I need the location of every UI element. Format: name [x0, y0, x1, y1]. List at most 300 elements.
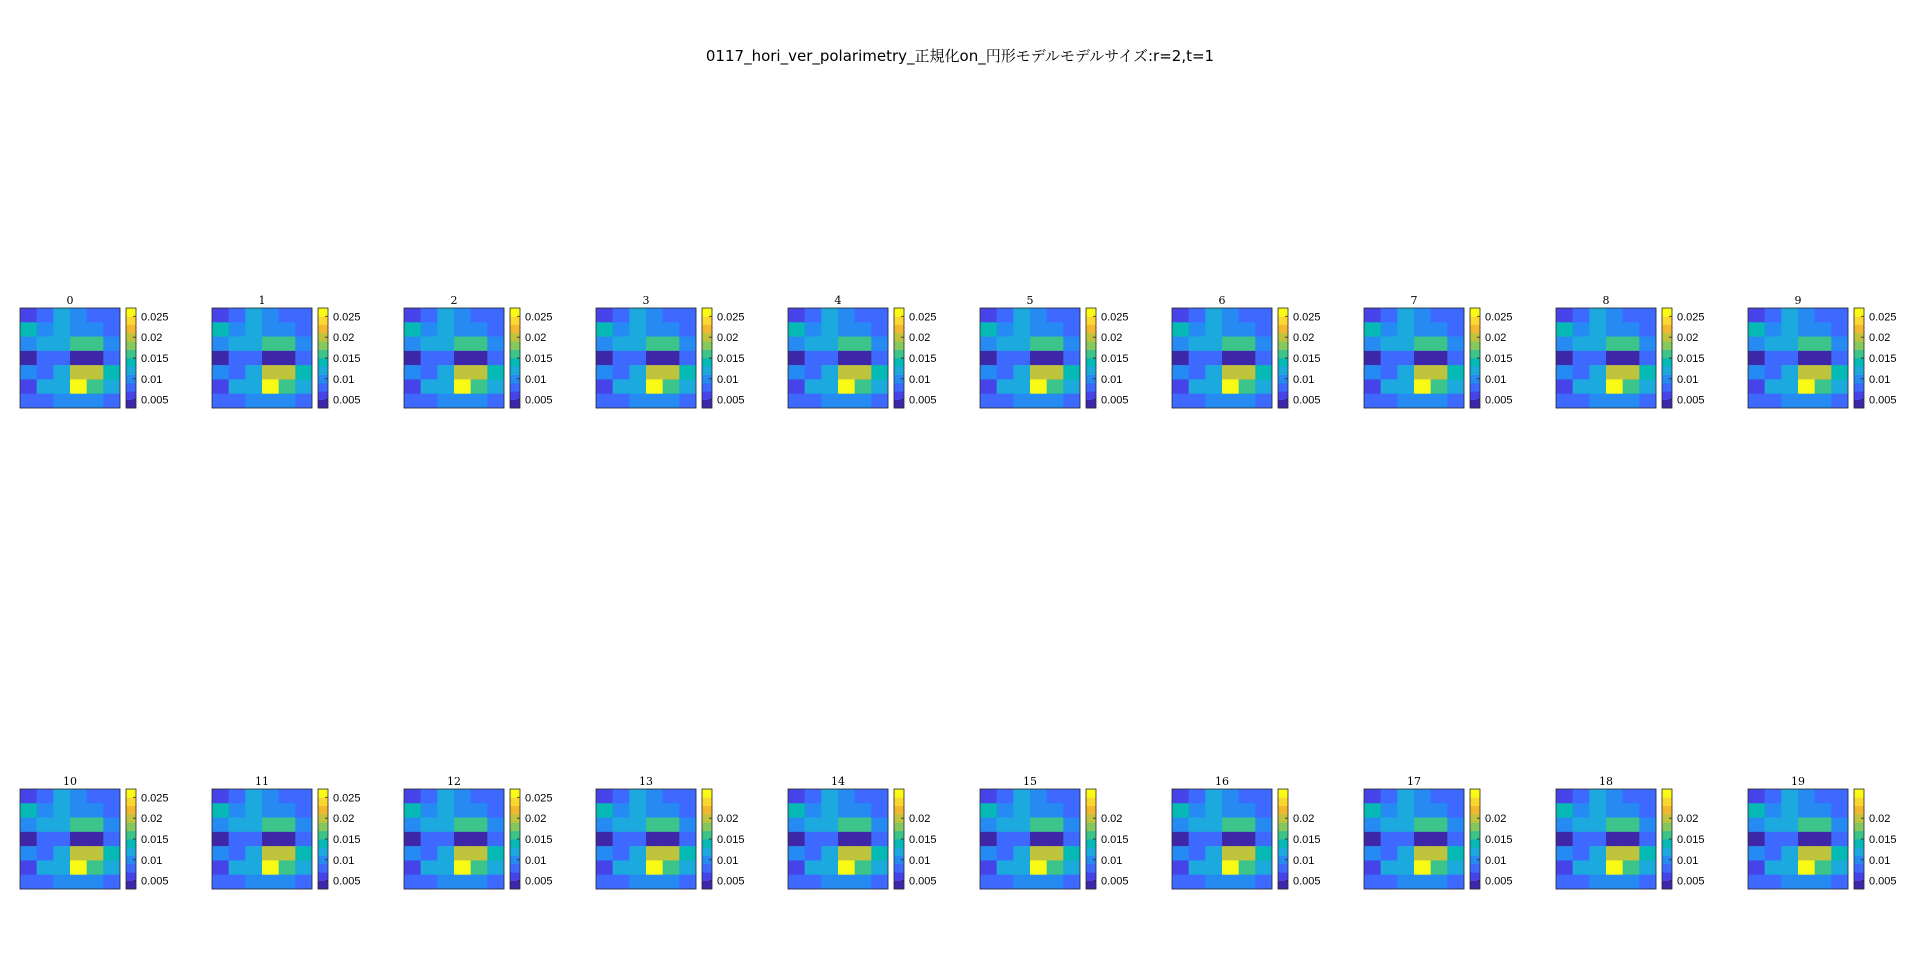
- heatmap-cell: [613, 308, 630, 323]
- heatmap-cell: [279, 337, 296, 352]
- heatmap-cell: [805, 818, 822, 833]
- heatmap-cell: [454, 818, 471, 833]
- colorbar-tick-label: 0.01: [141, 854, 163, 867]
- heatmap-cell: [1639, 818, 1656, 833]
- heatmap-cell: [53, 308, 70, 323]
- colorbar-segment: [702, 872, 712, 881]
- heatmap-cell: [838, 789, 855, 804]
- heatmap-cell: [37, 803, 54, 818]
- heatmap-cell: [646, 322, 663, 337]
- colorbar-segment: [1086, 789, 1096, 798]
- heatmap-cell: [1239, 789, 1256, 804]
- heatmap-cell: [53, 860, 70, 875]
- colorbar-segment: [894, 864, 904, 873]
- heatmap-cell: [1606, 875, 1623, 890]
- heatmap-cell: [1047, 379, 1064, 394]
- heatmap-cell: [1798, 308, 1815, 323]
- heatmap-cell: [788, 308, 805, 323]
- heatmap-cell: [70, 365, 87, 380]
- heatmap-cell: [871, 846, 888, 861]
- heatmap-cell: [1815, 322, 1832, 337]
- colorbar-segment: [1470, 822, 1480, 831]
- heatmap-cell: [1047, 365, 1064, 380]
- heatmap-cell: [596, 846, 613, 861]
- colorbar-segment: [1086, 325, 1096, 334]
- heatmap-cell: [487, 789, 504, 804]
- colorbar-tick-label: 0.02: [717, 813, 739, 826]
- heatmap-cell: [1255, 846, 1272, 861]
- heatmap-cell: [1556, 818, 1573, 833]
- heatmap-cell: [1047, 875, 1064, 890]
- colorbar-segment: [894, 341, 904, 350]
- heatmap-cell: [1573, 351, 1590, 366]
- colorbar-tick-label: 0.025: [1677, 311, 1705, 324]
- colorbar-tick-label: 0.015: [525, 834, 553, 846]
- subplot-title: 15: [1023, 775, 1037, 788]
- heatmap-cell: [1030, 394, 1047, 409]
- heatmap-cell: [980, 337, 997, 352]
- heatmap-cell: [20, 379, 37, 394]
- heatmap-cell: [1397, 394, 1414, 409]
- subplot-title: 8: [1602, 294, 1610, 307]
- heatmap-cell: [1748, 860, 1765, 875]
- colorbar-tick-label: 0.015: [909, 834, 937, 846]
- heatmap-cell: [596, 322, 613, 337]
- colorbar-tick-label: 0.01: [333, 373, 355, 386]
- heatmap-cell: [454, 365, 471, 380]
- heatmap-cell: [487, 846, 504, 861]
- colorbar-segment: [1470, 806, 1480, 815]
- heatmap-cell: [53, 379, 70, 394]
- heatmap-cell: [1573, 875, 1590, 890]
- heatmap-cell: [437, 365, 454, 380]
- colorbar: [894, 308, 964, 408]
- heatmap-cell: [871, 832, 888, 847]
- colorbar-tick-label: 0.02: [141, 332, 163, 345]
- colorbar-segment: [894, 847, 904, 856]
- colorbar-tick-label: 0.015: [141, 834, 169, 846]
- heatmap-cell: [1239, 394, 1256, 409]
- heatmap-cell: [629, 818, 646, 833]
- heatmap-cell: [1172, 832, 1189, 847]
- heatmap-cell: [1815, 308, 1832, 323]
- colorbar-segment: [1086, 316, 1096, 325]
- heatmap-cell: [997, 789, 1014, 804]
- colorbar: [702, 789, 772, 889]
- heatmap-cell: [437, 394, 454, 409]
- heatmap-cell: [1172, 351, 1189, 366]
- colorbar-tick-label: 0.005: [1293, 394, 1321, 407]
- colorbar-tick-label: 0.005: [141, 875, 169, 888]
- colorbar-segment: [318, 806, 328, 815]
- heatmap-cell: [1589, 379, 1606, 394]
- heatmap-cell: [1431, 379, 1448, 394]
- heatmap-cell: [1414, 308, 1431, 323]
- heatmap-cell: [1397, 803, 1414, 818]
- heatmap-cell: [487, 351, 504, 366]
- heatmap-cell: [87, 832, 104, 847]
- heatmap-cell: [404, 337, 421, 352]
- colorbar-segment: [318, 325, 328, 334]
- colorbar-tick-label: 0.005: [717, 875, 745, 888]
- heatmap-cell: [1013, 789, 1030, 804]
- heatmap-cell: [1397, 365, 1414, 380]
- colorbar-segment: [894, 325, 904, 334]
- heatmap-cell: [805, 379, 822, 394]
- colorbar-segment: [1470, 358, 1480, 367]
- heatmap-cell: [821, 379, 838, 394]
- heatmap-cell: [1414, 337, 1431, 352]
- heatmap-cell: [1765, 394, 1782, 409]
- colorbar-segment: [510, 831, 520, 840]
- colorbar-segment: [894, 831, 904, 840]
- heatmap-cell: [1431, 337, 1448, 352]
- heatmap-cell: [1239, 308, 1256, 323]
- heatmap-cell: [613, 832, 630, 847]
- heatmap-cell: [1222, 875, 1239, 890]
- heatmap-cell: [1431, 803, 1448, 818]
- heatmap-cell: [1639, 860, 1656, 875]
- heatmap-cell: [1063, 832, 1080, 847]
- colorbar-segment: [702, 325, 712, 334]
- heatmap-cell: [1781, 803, 1798, 818]
- heatmap: [1364, 789, 1464, 889]
- heatmap-cell: [1623, 365, 1640, 380]
- colorbar-segment: [1086, 797, 1096, 806]
- colorbar-segment: [702, 881, 712, 890]
- colorbar-tick-label: 0.005: [1101, 875, 1129, 888]
- heatmap-cell: [70, 860, 87, 875]
- heatmap: [596, 789, 696, 889]
- heatmap-cell: [70, 394, 87, 409]
- heatmap-cell: [245, 789, 262, 804]
- subplot-title: 11: [255, 775, 269, 788]
- colorbar: [1854, 308, 1920, 408]
- heatmap-cell: [1013, 875, 1030, 890]
- colorbar-tick-label: 0.005: [1485, 875, 1513, 888]
- heatmap-cell: [471, 860, 488, 875]
- heatmap-cell: [980, 351, 997, 366]
- heatmap-cell: [1589, 875, 1606, 890]
- colorbar-segment: [1278, 806, 1288, 815]
- heatmap-cell: [1063, 860, 1080, 875]
- heatmap-cell: [421, 394, 438, 409]
- heatmap-cell: [1781, 308, 1798, 323]
- colorbar-segment: [894, 797, 904, 806]
- heatmap-cell: [596, 818, 613, 833]
- colorbar-segment: [126, 400, 136, 409]
- heatmap-cell: [1831, 818, 1848, 833]
- heatmap-cell: [404, 832, 421, 847]
- heatmap-cell: [212, 322, 229, 337]
- heatmap-cell: [1063, 322, 1080, 337]
- colorbar-tick-label: 0.01: [1101, 373, 1123, 386]
- heatmap-cell: [663, 351, 680, 366]
- heatmap-cell: [1239, 351, 1256, 366]
- heatmap-cell: [53, 351, 70, 366]
- heatmap-cell: [613, 789, 630, 804]
- heatmap-cell: [1556, 337, 1573, 352]
- heatmap-cell: [1623, 308, 1640, 323]
- colorbar-segment: [1662, 881, 1672, 890]
- heatmap-cell: [871, 789, 888, 804]
- colorbar-segment: [894, 872, 904, 881]
- colorbar-segment: [1854, 822, 1864, 831]
- heatmap-cell: [1573, 832, 1590, 847]
- heatmap-cell: [1222, 351, 1239, 366]
- heatmap-cell: [1831, 394, 1848, 409]
- heatmap-cell: [1748, 351, 1765, 366]
- heatmap-cell: [421, 818, 438, 833]
- heatmap-cell: [1831, 337, 1848, 352]
- heatmap-cell: [1815, 379, 1832, 394]
- heatmap-cell: [1765, 860, 1782, 875]
- heatmap-cell: [1798, 337, 1815, 352]
- heatmap-cell: [279, 394, 296, 409]
- subplot-title: 13: [639, 775, 653, 788]
- heatmap-cell: [212, 379, 229, 394]
- colorbar-segment: [510, 350, 520, 359]
- colorbar-segment: [318, 831, 328, 840]
- colorbar-segment: [702, 400, 712, 409]
- heatmap-cell: [788, 789, 805, 804]
- colorbar-tick-label: 0.02: [1485, 813, 1507, 826]
- heatmap-cell: [1063, 846, 1080, 861]
- colorbar-tick-label: 0.015: [525, 353, 553, 365]
- heatmap-cell: [1623, 351, 1640, 366]
- heatmap-cell: [1239, 337, 1256, 352]
- heatmap: [1556, 308, 1656, 408]
- colorbar-tick-label: 0.01: [525, 854, 547, 867]
- heatmap-cell: [262, 322, 279, 337]
- heatmap-cell: [1047, 308, 1064, 323]
- heatmap-cell: [1556, 308, 1573, 323]
- heatmap-cell: [20, 351, 37, 366]
- colorbar-segment: [1662, 341, 1672, 350]
- colorbar-tick-label: 0.02: [1485, 332, 1507, 345]
- colorbar-tick-label: 0.02: [333, 332, 355, 345]
- heatmap-cell: [1831, 860, 1848, 875]
- heatmap-cell: [1047, 789, 1064, 804]
- colorbar-segment: [126, 325, 136, 334]
- heatmap-cell: [838, 365, 855, 380]
- heatmap-cell: [212, 875, 229, 890]
- colorbar-segment: [318, 864, 328, 873]
- heatmap-cell: [1381, 351, 1398, 366]
- colorbar-tick-label: 0.015: [1293, 834, 1321, 846]
- colorbar-segment: [318, 316, 328, 325]
- heatmap-cell: [404, 365, 421, 380]
- colorbar-tick-label: 0.005: [1677, 875, 1705, 888]
- heatmap-cell: [613, 351, 630, 366]
- colorbar-segment: [894, 789, 904, 798]
- heatmap-cell: [1589, 789, 1606, 804]
- heatmap-cell: [997, 322, 1014, 337]
- heatmap-cell: [855, 846, 872, 861]
- heatmap-cell: [1013, 322, 1030, 337]
- heatmap-cell: [1222, 379, 1239, 394]
- heatmap-cell: [87, 379, 104, 394]
- heatmap-cell: [646, 846, 663, 861]
- colorbar-tick-label: 0.02: [909, 332, 931, 345]
- heatmap-cell: [1781, 379, 1798, 394]
- heatmap-cell: [1047, 337, 1064, 352]
- heatmap: [788, 789, 888, 889]
- heatmap-cell: [1063, 337, 1080, 352]
- heatmap-cell: [1431, 875, 1448, 890]
- colorbar-segment: [318, 391, 328, 400]
- subplot-17: [1364, 775, 1544, 888]
- heatmap-cell: [788, 394, 805, 409]
- heatmap-cell: [437, 846, 454, 861]
- colorbar-segment: [1854, 831, 1864, 840]
- heatmap-cell: [663, 875, 680, 890]
- heatmap-cell: [279, 308, 296, 323]
- heatmap-cell: [229, 379, 246, 394]
- heatmap-cell: [70, 322, 87, 337]
- heatmap-cell: [1172, 789, 1189, 804]
- heatmap-cell: [629, 308, 646, 323]
- heatmap-cell: [1205, 846, 1222, 861]
- heatmap-cell: [1798, 394, 1815, 409]
- colorbar-segment: [1854, 325, 1864, 334]
- colorbar-segment: [1662, 391, 1672, 400]
- heatmap-cell: [980, 379, 997, 394]
- heatmap-cell: [805, 322, 822, 337]
- heatmap-cell: [838, 860, 855, 875]
- heatmap-cell: [1255, 832, 1272, 847]
- heatmap-cell: [471, 394, 488, 409]
- heatmap-cell: [421, 846, 438, 861]
- heatmap-cell: [1831, 789, 1848, 804]
- heatmap-cell: [980, 789, 997, 804]
- heatmap-cell: [229, 846, 246, 861]
- heatmap-cell: [1573, 308, 1590, 323]
- heatmap-cell: [103, 322, 120, 337]
- heatmap-cell: [1063, 308, 1080, 323]
- colorbar-segment: [510, 316, 520, 325]
- heatmap-cell: [1556, 875, 1573, 890]
- subplot-1: [212, 294, 392, 407]
- colorbar-segment: [510, 872, 520, 881]
- colorbar-segment: [1086, 400, 1096, 409]
- colorbar-segment: [1662, 806, 1672, 815]
- heatmap-cell: [53, 394, 70, 409]
- heatmap-cell: [1414, 365, 1431, 380]
- colorbar-segment: [126, 864, 136, 873]
- heatmap-cell: [262, 351, 279, 366]
- colorbar-segment: [1470, 308, 1480, 317]
- heatmap-cell: [1765, 846, 1782, 861]
- heatmap-cell: [1013, 860, 1030, 875]
- heatmap-cell: [1431, 846, 1448, 861]
- colorbar-tick-label: 0.02: [717, 332, 739, 345]
- heatmap-cell: [1765, 379, 1782, 394]
- colorbar-segment: [1854, 881, 1864, 890]
- heatmap-cell: [87, 818, 104, 833]
- subplot-13: [596, 775, 776, 888]
- colorbar-tick-label: 0.015: [333, 353, 361, 365]
- heatmap-cell: [1013, 394, 1030, 409]
- heatmap-cell: [1255, 379, 1272, 394]
- heatmap-cell: [1189, 803, 1206, 818]
- colorbar-tick-label: 0.015: [1101, 834, 1129, 846]
- colorbar: [1470, 308, 1540, 408]
- heatmap-cell: [1255, 337, 1272, 352]
- heatmap-cell: [805, 337, 822, 352]
- heatmap: [788, 308, 888, 408]
- colorbar-tick-label: 0.025: [909, 311, 937, 324]
- heatmap-cell: [646, 818, 663, 833]
- heatmap-cell: [821, 860, 838, 875]
- colorbar-segment: [1662, 358, 1672, 367]
- heatmap-cell: [1639, 394, 1656, 409]
- colorbar-segment: [1662, 350, 1672, 359]
- heatmap-cell: [871, 365, 888, 380]
- colorbar-segment: [702, 864, 712, 873]
- heatmap-cell: [1255, 322, 1272, 337]
- heatmap-cell: [1189, 846, 1206, 861]
- colorbar-segment: [1470, 839, 1480, 848]
- colorbar-tick-label: 0.01: [1677, 854, 1699, 867]
- heatmap-cell: [1447, 832, 1464, 847]
- heatmap-cell: [1397, 379, 1414, 394]
- subplot-15: [980, 775, 1160, 888]
- colorbar: [1086, 789, 1156, 889]
- heatmap-cell: [437, 337, 454, 352]
- heatmap-cell: [1222, 365, 1239, 380]
- heatmap-cell: [871, 860, 888, 875]
- subplot-12: [404, 775, 584, 888]
- colorbar-segment: [1278, 872, 1288, 881]
- colorbar-segment: [1086, 881, 1096, 890]
- heatmap-cell: [1239, 803, 1256, 818]
- heatmap-cell: [229, 789, 246, 804]
- heatmap-cell: [1781, 394, 1798, 409]
- heatmap-cell: [1255, 351, 1272, 366]
- colorbar-tick-label: 0.02: [1677, 813, 1699, 826]
- heatmap-cell: [1364, 365, 1381, 380]
- heatmap-cell: [1414, 789, 1431, 804]
- heatmap-cell: [1189, 860, 1206, 875]
- heatmap-cell: [871, 379, 888, 394]
- heatmap-cell: [838, 875, 855, 890]
- heatmap-cell: [997, 860, 1014, 875]
- heatmap-cell: [646, 379, 663, 394]
- heatmap-cell: [805, 789, 822, 804]
- heatmap-cell: [1381, 379, 1398, 394]
- heatmap-cell: [245, 860, 262, 875]
- heatmap-cell: [487, 875, 504, 890]
- heatmap-cell: [838, 394, 855, 409]
- heatmap-cell: [1172, 394, 1189, 409]
- heatmap-cell: [1573, 365, 1590, 380]
- heatmap-cell: [838, 308, 855, 323]
- colorbar-tick-label: 0.01: [1869, 373, 1891, 386]
- colorbar-segment: [318, 308, 328, 317]
- heatmap-cell: [1639, 308, 1656, 323]
- heatmap-cell: [1556, 322, 1573, 337]
- heatmap-cell: [1381, 818, 1398, 833]
- heatmap-cell: [1397, 308, 1414, 323]
- colorbar-tick-label: 0.025: [333, 311, 361, 324]
- heatmap-cell: [1573, 322, 1590, 337]
- heatmap-cell: [103, 818, 120, 833]
- heatmap-cell: [1222, 860, 1239, 875]
- heatmap-cell: [1431, 860, 1448, 875]
- heatmap-cell: [1255, 860, 1272, 875]
- heatmap-cell: [1447, 365, 1464, 380]
